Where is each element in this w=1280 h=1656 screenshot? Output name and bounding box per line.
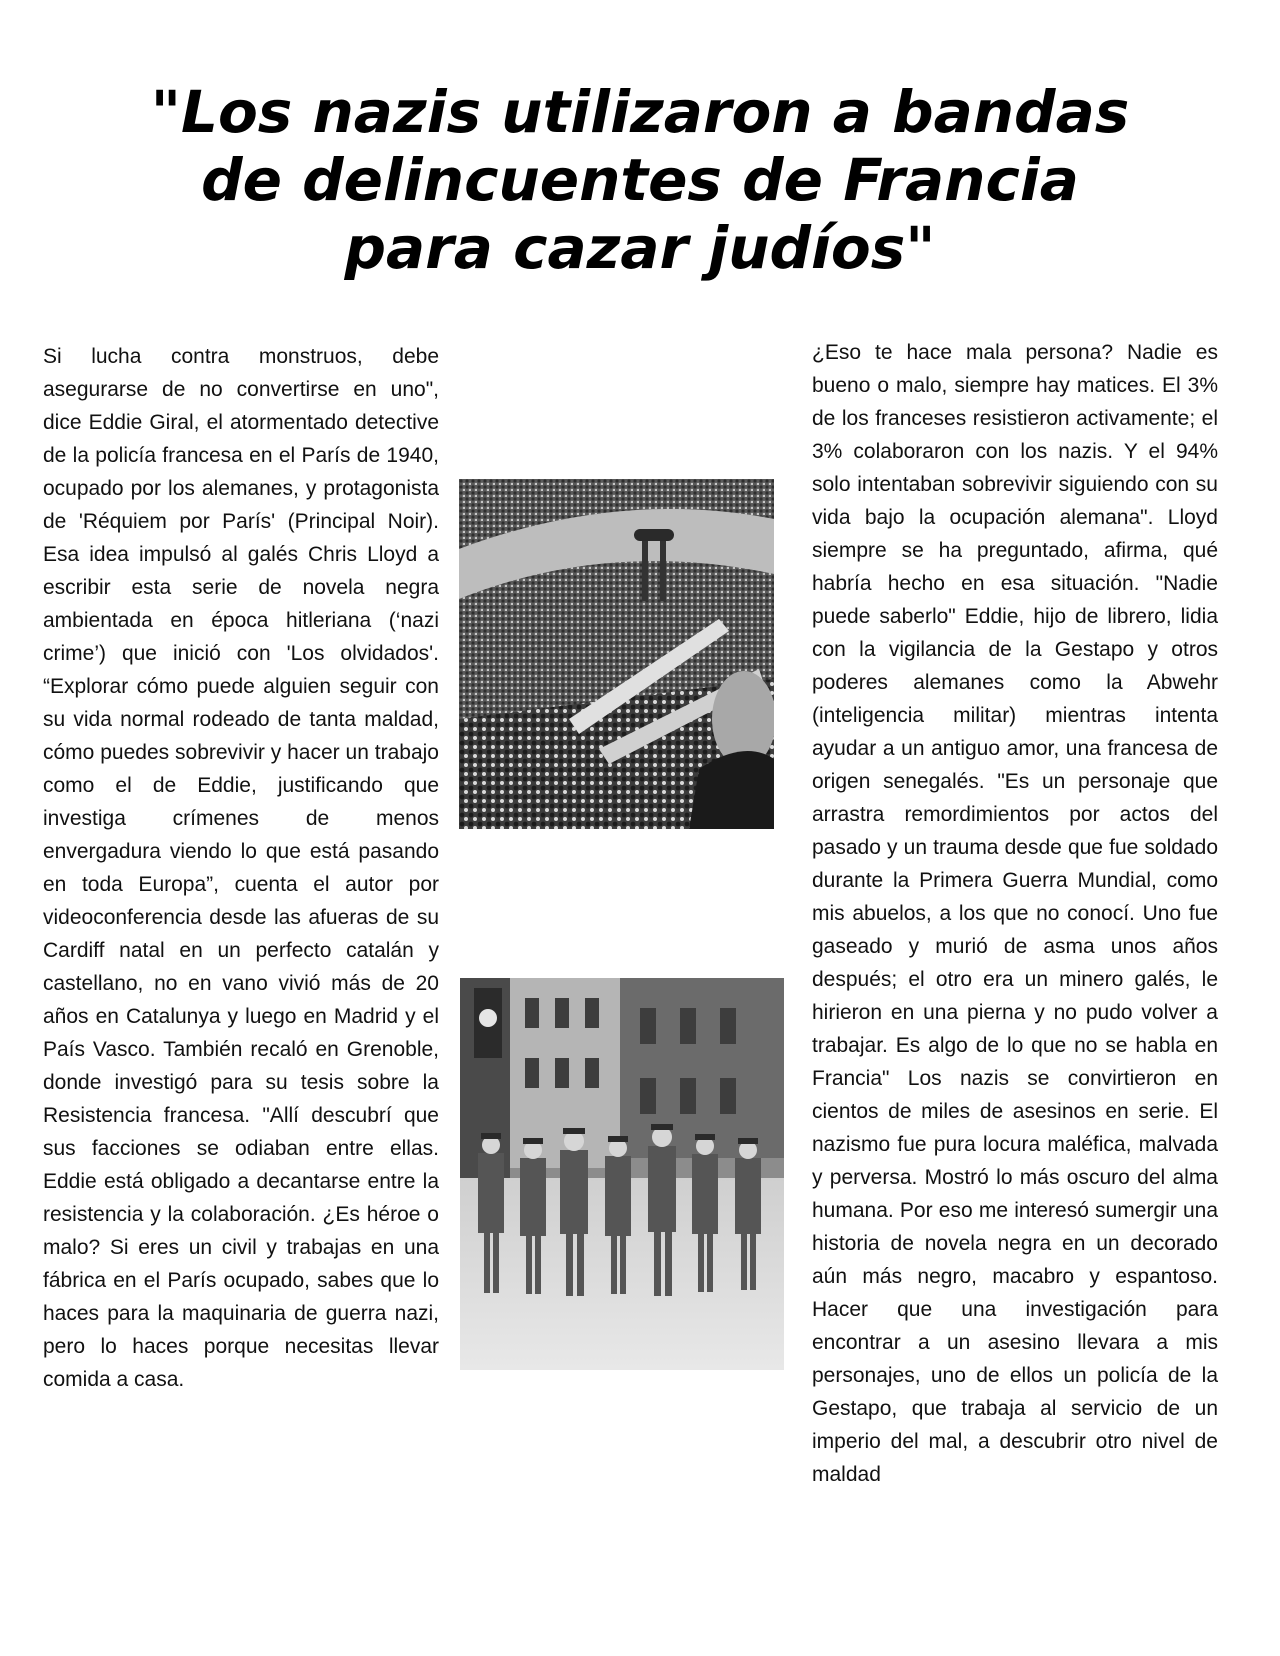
stadium-photo-graphic [459, 479, 774, 829]
right-column-text: ¿Eso te hace mala persona? Nadie es bueno o malo, siempre hay matices. El 3% de los franceses resistieron activamente; el 3% colaboraron con los nazis. Y el 94% solo intentaban sobrevivir siguiendo con su vida bajo la ocupación alemana". Lloyd siempre se ha preguntado, afirma, qué habría hecho en esa situación. "Nadie puede saberlo" Eddie, hijo de librero, lidia con la vigilancia de la Gestapo y otros poderes alemanes como la Abwehr (inteligencia militar) mientras intenta ayudar a un antiguo amor, una francesa de origen senegalés. "Es un personaje que arrastra remordimientos por actos del pasado y un trauma desde que fue soldado durante la Primera Guerra Mundial, como mis abuelos, a los que no conocí. Uno fue gaseado y murió de asma unos años después; el otro era un minero galés, le hirieron en una pierna y no pudo volver a trabajar. Es algo de lo que no se habla en Francia" Los nazis se convirtieron en cientos de miles de asesinos en serie. El nazismo fue pura locura maléfica, malvada y perversa. Mostró lo más oscuro del alma humana. Por eso me interesó sumergir una historia de novela negra en un decorado aún más negro, macabro y espantoso. Hacer que una investigación para encontrar a un asesino llevara a mis personajes, uno de ellos un policía de la Gestapo, que trabaja al servicio de un imperio del mal, a descubrir otro nivel de maldad [812, 341, 1218, 1486]
left-column-text: Si lucha contra monstruos, debe asegurarse de no convertirse en uno", dice Eddie Giral, el atormentado detective de la policía francesa en el París de 1940, ocupado por los alemanes, y protagonista de 'Réquiem por París' (Principal Noir). Esa idea impulsó al galés Chris Lloyd a escribir esta serie de novela negra ambientada en época hitleriana (‘nazi crime’) que inició con 'Los olvidados'. “Explorar cómo puede alguien seguir con su vida normal rodeado de tanta maldad, cómo puedes sobrevivir y hacer un trabajo como el de Eddie, justificando que investiga crímenes de menos envergadura viendo lo que está pasando en toda Europa”, cuenta el autor por videoconferencia desde las afueras de su Cardiff natal en un perfecto catalán y castellano, no en vano vivió más de 20 años en Catalunya y luego en Madrid y el País Vasco. También recaló en Grenoble, donde investigó para su tesis sobre la Resistencia francesa. "Allí descubrí que sus facciones se odiaban entre ellas. Eddie está obligado a decantarse entre la resistencia y la colaboración. ¿Es héroe o malo? Si eres un civil y trabajas en una fábrica en el París ocupado, sabes que lo haces para la maquinaria de guerra nazi, pero lo haces porque necesitas llevar comida a casa. [43, 345, 439, 1391]
article-title: "Los nazis utilizaron a bandas de delincuentes de Francia para cazar judíos" [150, 78, 1130, 282]
marching-men-photo [460, 978, 784, 1370]
stadium-crowd-photo [459, 479, 774, 829]
march-photo-graphic [460, 978, 784, 1370]
